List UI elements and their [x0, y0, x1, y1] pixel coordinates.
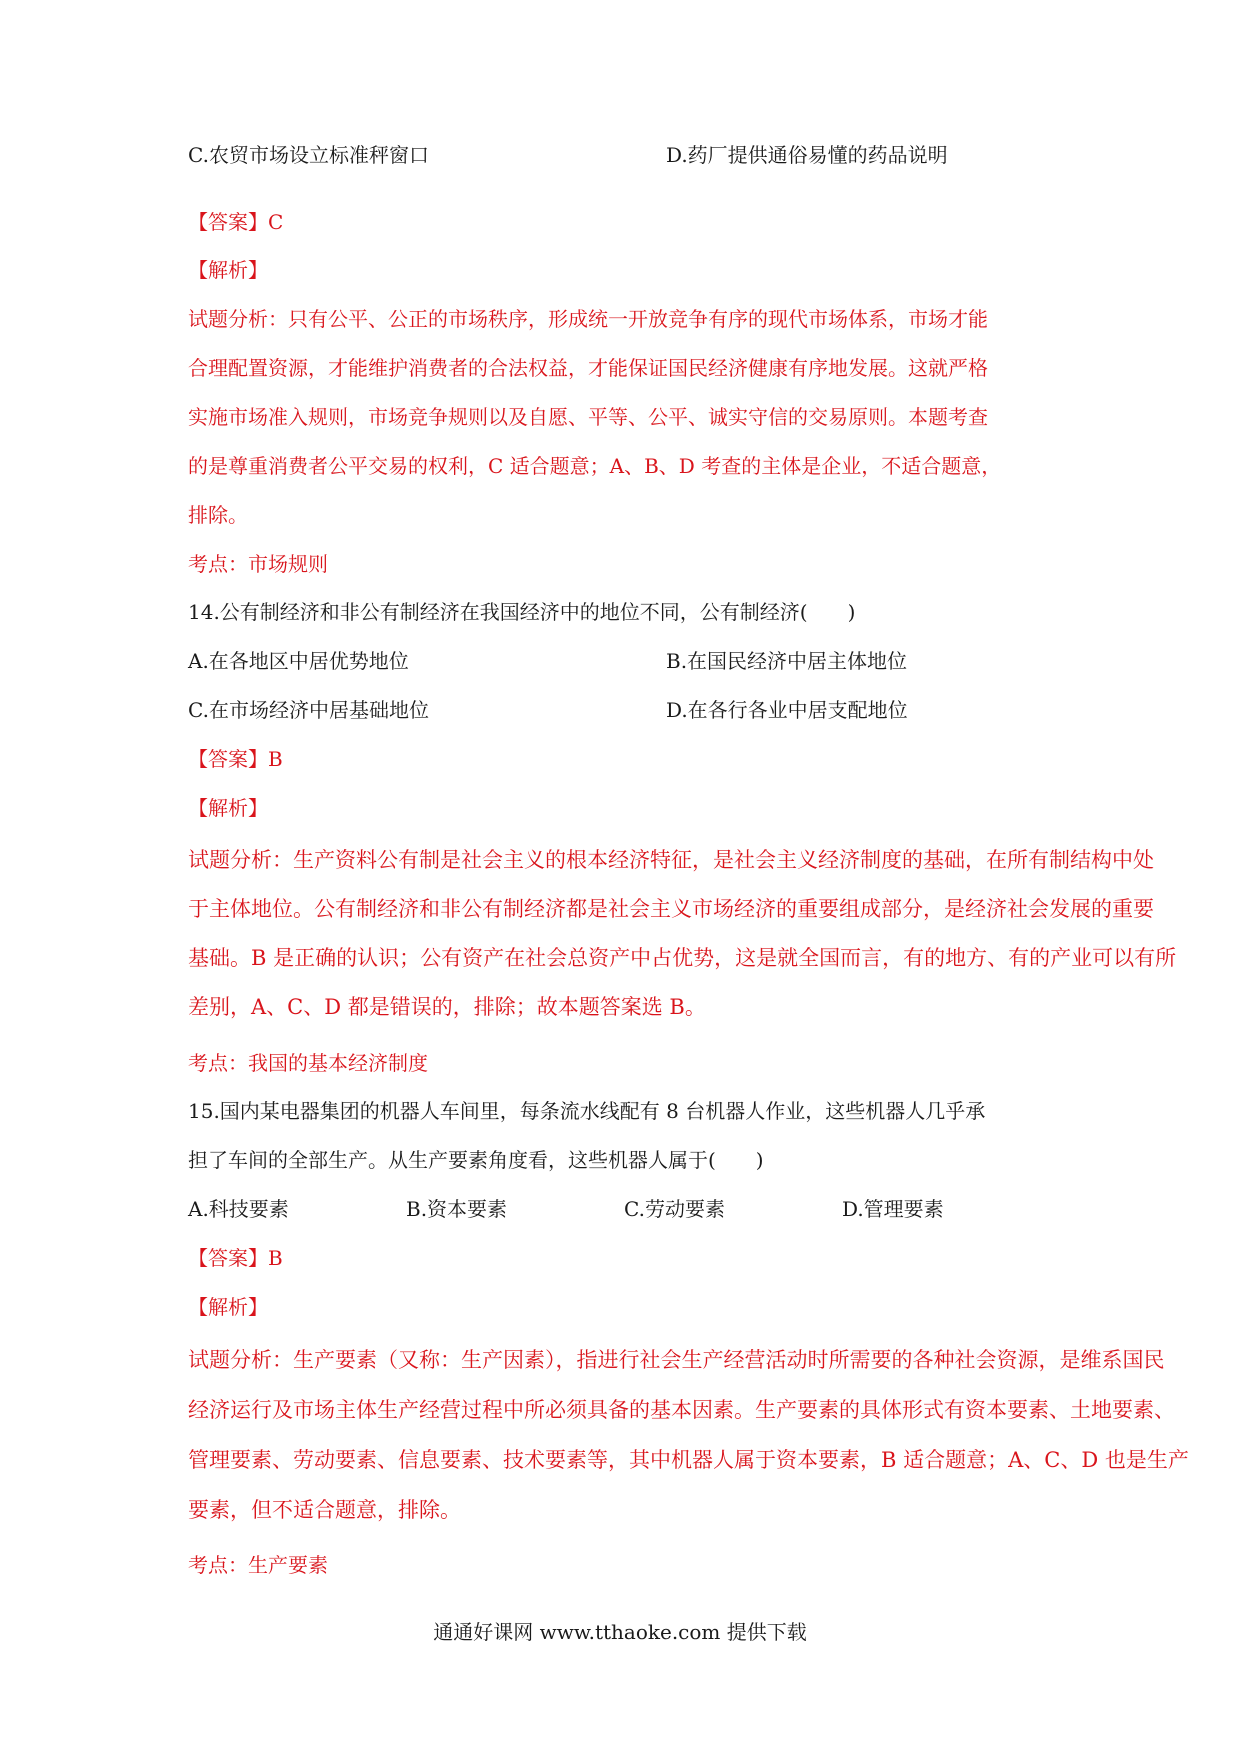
q15-analysis-line: 试题分析：生产要素（又称：生产因素），指进行社会生产经营活动时所需要的各种社会资源，是维系国民	[188, 1348, 1165, 1372]
q15-answer: 【答案】B	[188, 1246, 283, 1270]
q14-analysis-line: 差别，A、C、D 都是错误的，排除；故本题答案选 B。	[188, 995, 706, 1019]
q15-kaodian: 考点：生产要素	[188, 1553, 328, 1577]
q14-option-d: D.在各行各业中居支配地位	[666, 698, 908, 722]
q14-answer: 【答案】B	[188, 747, 283, 771]
q13-option-d: D.药厂提供通俗易懂的药品说明	[666, 143, 948, 167]
q15-analysis-line: 管理要素、劳动要素、信息要素、技术要素等，其中机器人属于资本要素，B 适合题意；A、C、D 也是生产	[188, 1448, 1189, 1472]
q14-stem: 14.公有制经济和非公有制经济在我国经济中的地位不同，公有制经济( )	[188, 600, 856, 624]
q13-analysis-line: 的是尊重消费者公平交易的权利，C 适合题意；A、B、D 考查的主体是企业，不适合题意，	[188, 454, 1002, 478]
q13-analysis-line: 试题分析：只有公平、公正的市场秩序，形成统一开放竞争有序的现代市场体系，市场才能	[188, 307, 988, 331]
q14-analysis-heading: 【解析】	[188, 796, 268, 820]
q15-analysis-line: 经济运行及市场主体生产经营过程中所必须具备的基本因素。生产要素的具体形式有资本要素、土地要素、	[188, 1398, 1175, 1422]
q13-analysis-heading: 【解析】	[188, 258, 268, 282]
q14-analysis-line: 基础。B 是正确的认识；公有资产在社会总资产中占优势，这是就全国而言，有的地方、有的产业可以有所	[188, 946, 1177, 970]
q13-analysis-line: 合理配置资源，才能维护消费者的合法权益，才能保证国民经济健康有序地发展。这就严格	[188, 356, 988, 380]
q15-analysis-line: 要素，但不适合题意，排除。	[188, 1498, 461, 1522]
q14-kaodian: 考点：我国的基本经济制度	[188, 1051, 428, 1075]
q15-option-a: A.科技要素	[188, 1197, 289, 1221]
q15-stem-line: 15.国内某电器集团的机器人车间里，每条流水线配有 8 台机器人作业，这些机器人几乎承	[188, 1099, 986, 1123]
q14-option-a: A.在各地区中居优势地位	[188, 649, 409, 673]
q13-answer: 【答案】C	[188, 210, 284, 234]
q13-analysis-line: 实施市场准入规则，市场竞争规则以及自愿、平等、公平、诚实守信的交易原则。本题考查	[188, 405, 988, 429]
q13-kaodian: 考点：市场规则	[188, 552, 328, 576]
q14-analysis-line: 于主体地位。公有制经济和非公有制经济都是社会主义市场经济的重要组成部分，是经济社会发展的重要	[188, 897, 1154, 921]
q13-option-c: C.农贸市场设立标准秤窗口	[188, 143, 429, 167]
q14-analysis-line: 试题分析：生产资料公有制是社会主义的根本经济特征，是社会主义经济制度的基础，在所有制结构中处	[188, 848, 1154, 872]
q15-analysis-heading: 【解析】	[188, 1295, 268, 1319]
q14-option-b: B.在国民经济中居主体地位	[666, 649, 908, 673]
page-footer: 通通好课网 www.tthaoke.com 提供下载	[433, 1620, 807, 1644]
q13-analysis-line: 排除。	[188, 503, 248, 527]
q15-option-d: D.管理要素	[842, 1197, 944, 1221]
q15-stem-line: 担了车间的全部生产。从生产要素角度看，这些机器人属于( )	[188, 1148, 764, 1172]
q14-option-c: C.在市场经济中居基础地位	[188, 698, 429, 722]
q15-option-c: C.劳动要素	[624, 1197, 725, 1221]
q15-option-b: B.资本要素	[406, 1197, 508, 1221]
